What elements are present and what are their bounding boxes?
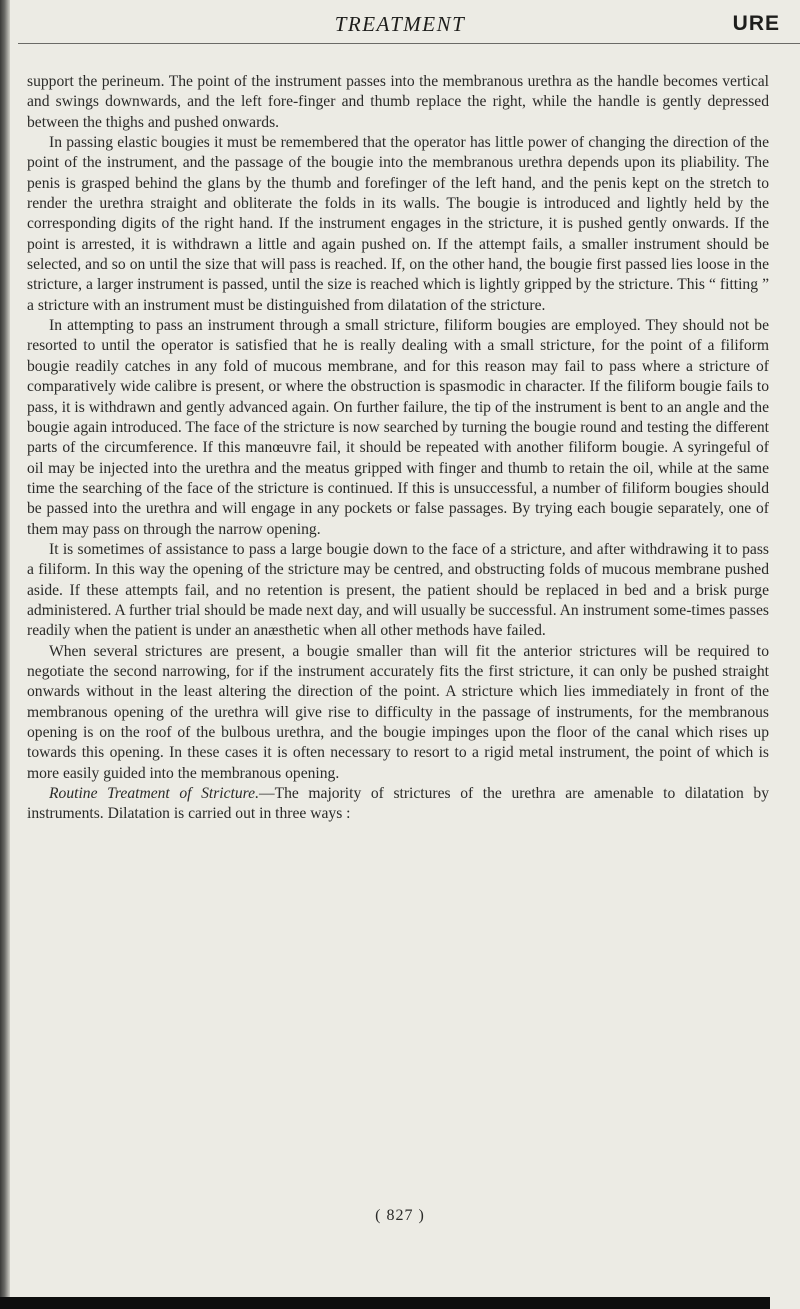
paragraph-text: —The majority of strictures of the urethra are amenable to dilatation by instruments. Dilatation is carried out in three ways : <box>27 785 769 823</box>
book-binding-edge <box>0 0 10 1309</box>
paragraph: support the perineum. The point of the instrument passes into the membranous urethra as the handle becomes vertical and swings downwards, and the left fore-finger and thumb replace the right, while the handle is gently depressed between the thighs and pushed onwards. <box>27 73 769 131</box>
paragraph: In passing elastic bougies it must be remembered that the operator has little power of changing the direction of the point of the instrument, and the passage of the bougie into the membranous urethra depends upon its pliability. The penis is grasped behind the glans by the thumb and forefinger of the left hand, and the penis kept on the stretch to render the urethra straight and obliterate the folds in its walls. The bougie is introduced and lightly held by the corresponding digits of the right hand. If the instrument engages in the stricture, it is pushed gently onwards. If the point is arrested, it is withdrawn a little and again pushed on. If the attempt fails, a smaller instrument should be selected, and so on until the size that will pass is reached. If, on the other hand, the bougie first passed lies loose in the stricture, a larger instrument is passed, until the size is reached which is lightly gripped by the stricture. This “ fitting ” a stricture with an instrument must be distinguished from dilatation of the stricture. <box>27 134 769 314</box>
paragraph: In attempting to pass an instrument through a small stricture, filiform bougies are employed. They should not be resorted to until the operator is satisfied that he is really dealing with a small stricture, for the point of a filiform bougie readily catches in any fold of mucous membrane, and for this reason may fail to pass where a stricture of comparatively wide calibre is present, or where the obstruction is spasmodic in character. If the filiform bougie fails to pass, it is withdrawn and gently advanced again. On further failure, the tip of the instrument is bent to an angle and the bougie again introduced. The face of the stricture is now searched by turning the bougie round and testing the different parts of the circumference. If this manœuvre fail, it should be repeated with another filiform bougie. A syringeful of oil may be injected into the urethra and the meatus gripped with finger and thumb to retain the oil, while at the same time the searching of the face of the stricture is continued. If this is unsuccessful, a number of filiform bougies should be passed into the urethra and will engage in any pockets or false passages. By trying each bougie separately, one of them may pass on through the narrow opening. <box>27 317 769 538</box>
paragraph: It is sometimes of assistance to pass a large bougie down to the face of a stricture, and after withdrawing it to pass a filiform. In this way the opening of the stricture may be centred, and obstructing folds of mucous membrane pushed aside. If these attempts fail, and no retention is present, the patient should be replaced in bed and a brisk purge administered. A further trial should be made next day, and will usually be successful. An instrument some-times passes readily when the patient is under an anæsthetic when all other methods have failed. <box>27 540 769 640</box>
scan-bottom-bar <box>0 1297 770 1309</box>
section-heading: Routine Treatment of Stricture. <box>49 785 259 803</box>
header-rule <box>18 43 800 44</box>
running-head-word: URE <box>732 12 780 35</box>
page-number: ( 827 ) <box>375 1207 425 1224</box>
paragraph-routine-treatment <box>27 784 769 825</box>
page-header <box>0 0 800 58</box>
paragraph: When several strictures are present, a bougie smaller than will fit the anterior strictures will be required to negotiate the second narrowing, for if the instrument accurately fits the first stricture, it can only be pushed straight onwards without in the least altering the direction of the point. A stricture which lies immediately in front of the membranous opening of the urethra will give rise to difficulty in the passage of instruments, for the membranous opening is on the roof of the bulbous urethra, and the bougie impinges upon the floor of the canal which rises up towards this opening. In these cases it is often necessary to resort to a rigid metal instrument, the point of which is more easily guided into the membranous opening. <box>27 642 769 782</box>
page-title: TREATMENT <box>334 12 466 36</box>
body-text <box>27 72 769 825</box>
